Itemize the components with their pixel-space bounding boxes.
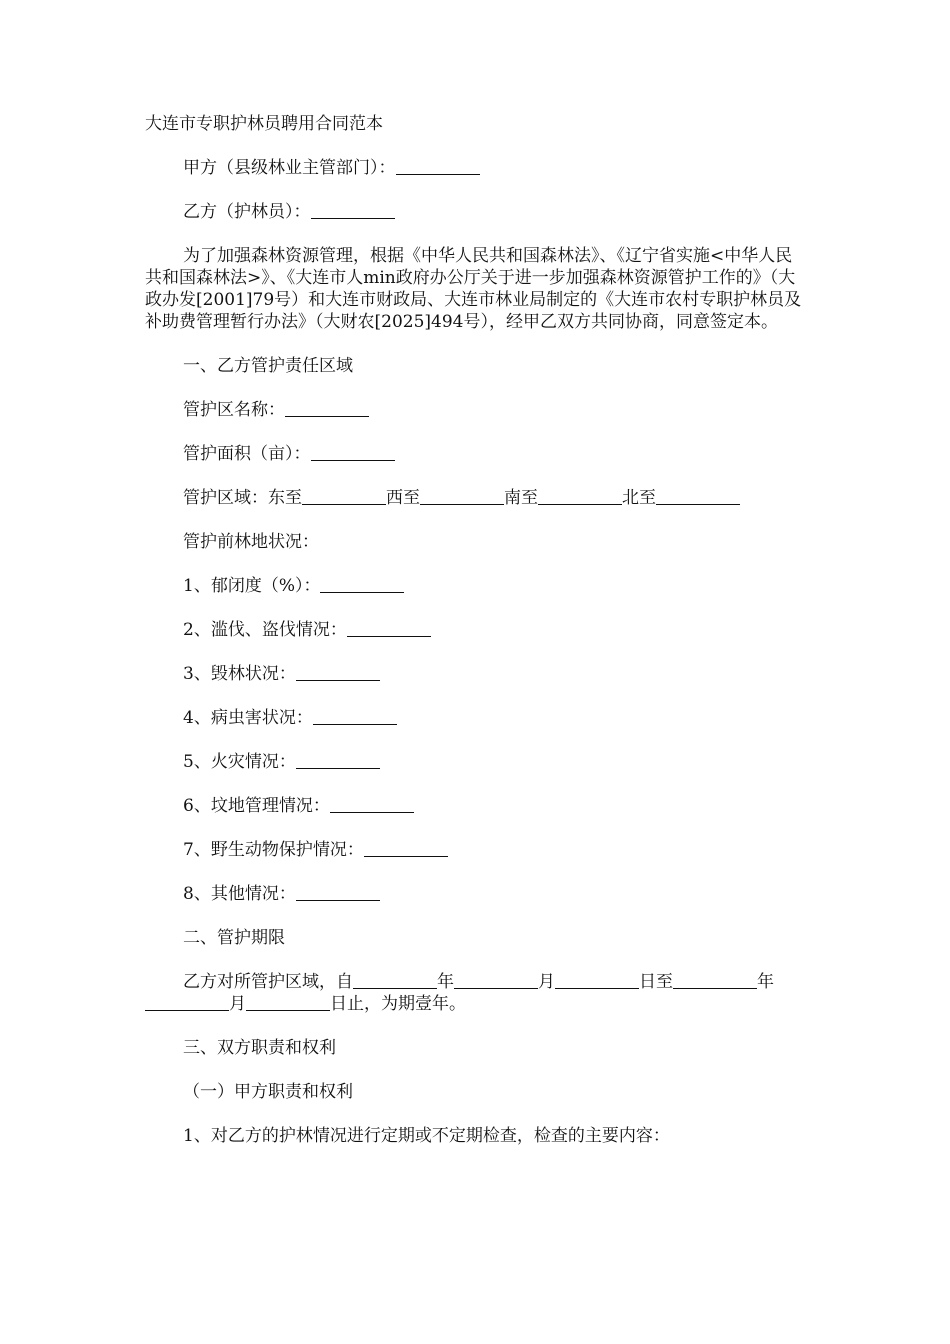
east-label: 东至 [268,488,302,508]
start-month-blank[interactable] [454,971,538,989]
status-item-2 [145,619,805,641]
section-2-heading: 二、管护期限 [183,928,285,948]
area-name-line [145,399,805,421]
contract-page [145,113,805,1147]
party-a-line [145,157,805,179]
area-size-line [145,443,805,465]
start-day-blank[interactable] [555,971,639,989]
status-item-label: 8、其他情况： [183,884,296,904]
status-item-label: 6、坟地管理情况： [183,796,330,816]
status-item-1 [145,575,805,597]
preamble-paragraph: 为了加强森林资源管理，根据《中华人民共和国森林法》、《辽宁省实施<中华人民共和国森林法>》、《大连市人min政府办公厅关于进一步加强森林资源管护工作的》（大政办发[2001]79号）和大连市财政局、大连市林业局制定的《大连市农村专职护林员及补助费管理暂行办法》（大财农[2025]494号），经甲乙双方共同协商，同意签定本。 [145,246,802,332]
south-blank[interactable] [538,487,622,505]
party-b-label: 乙方（护林员）： [183,202,311,222]
status-item-blank[interactable] [313,707,397,725]
section-3-heading: 三、双方职责和权利 [183,1038,336,1058]
status-item-4 [145,707,805,729]
day-to-label: 日至 [639,972,673,992]
area-name-label: 管护区名称： [183,400,285,420]
end-month-blank[interactable] [145,993,229,1011]
status-item-blank[interactable] [320,575,404,593]
document-title: 大连市专职护林员聘用合同范本 [145,114,383,134]
status-item-label: 3、毁林状况： [183,664,296,684]
west-blank[interactable] [420,487,504,505]
subsection-heading: （一）甲方职责和权利 [183,1082,353,1102]
party-a-label: 甲方（县级林业主管部门）： [183,158,396,178]
area-size-blank[interactable] [311,443,395,461]
section-1-heading: 一、乙方管护责任区域 [183,356,353,376]
year-label: 年 [757,972,774,992]
status-item-blank[interactable] [330,795,414,813]
party-b-blank[interactable] [311,201,395,219]
north-label: 北至 [622,488,656,508]
status-item-blank[interactable] [347,619,431,637]
status-item-label: 7、野生动物保护情况： [183,840,364,860]
status-item-8 [145,883,805,905]
year-label: 年 [437,972,454,992]
status-item-blank[interactable] [296,751,380,769]
status-item-7 [145,839,805,861]
status-item-label: 1、郁闭度（%）： [183,576,321,596]
west-label: 西至 [386,488,420,508]
north-blank[interactable] [656,487,740,505]
duty-item-1: 1、对乙方的护林情况进行定期或不定期检查，检查的主要内容： [183,1126,670,1146]
area-size-label: 管护面积（亩）： [183,444,311,464]
status-item-blank[interactable] [364,839,448,857]
end-day-blank[interactable] [246,993,330,1011]
term-start-text: 乙方对所管护区域，自 [183,972,353,992]
area-name-blank[interactable] [285,399,369,417]
month-label: 月 [229,994,246,1014]
boundary-line [145,487,805,509]
status-item-3 [145,663,805,685]
east-blank[interactable] [302,487,386,505]
day-end-text: 日止，为期壹年。 [330,994,466,1014]
boundary-label: 管护区域： [183,488,268,508]
start-year-blank[interactable] [353,971,437,989]
status-item-blank[interactable] [296,883,380,901]
status-item-label: 5、火灾情况： [183,752,296,772]
end-year-blank[interactable] [673,971,757,989]
month-label: 月 [538,972,555,992]
term-paragraph [145,971,805,1015]
south-label: 南至 [504,488,538,508]
status-item-5 [145,751,805,773]
status-item-label: 2、滥伐、盗伐情况： [183,620,347,640]
party-b-line [145,201,805,223]
status-item-6 [145,795,805,817]
party-a-blank[interactable] [396,157,480,175]
status-item-blank[interactable] [296,663,380,681]
forest-status-label: 管护前林地状况： [183,532,319,552]
status-item-label: 4、病虫害状况： [183,708,313,728]
